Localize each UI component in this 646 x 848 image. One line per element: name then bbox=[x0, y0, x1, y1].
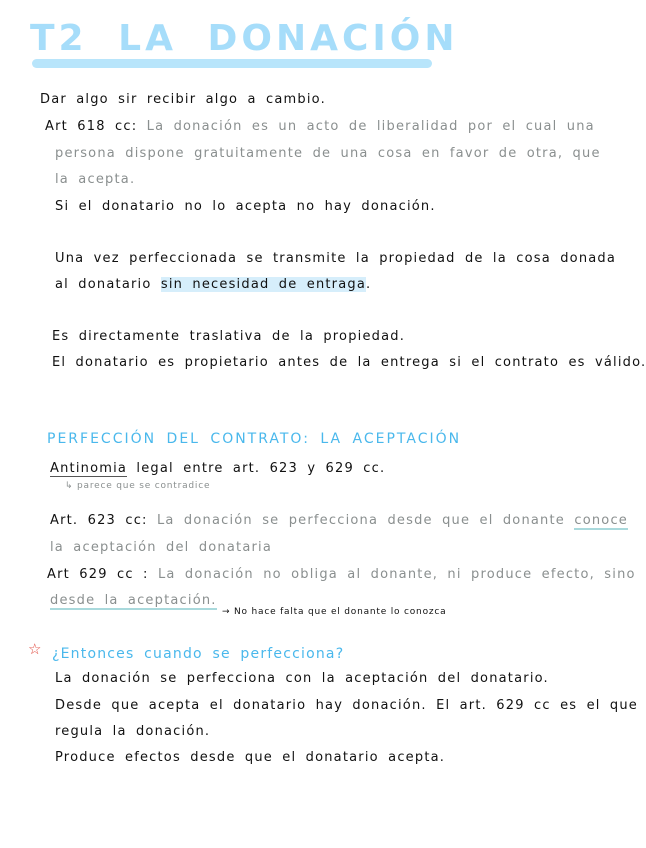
transfer-line: Es directamente traslativa de la propiedad. bbox=[52, 329, 406, 344]
art618-label: Art 618 cc: bbox=[45, 119, 138, 134]
art623-line bbox=[50, 513, 628, 528]
star-icon: ☆ bbox=[28, 640, 43, 658]
art623-label: Art. 623 cc: bbox=[50, 513, 148, 528]
underlined-word: conoce bbox=[574, 513, 628, 528]
art629-text bbox=[50, 593, 217, 608]
art629-line bbox=[47, 567, 636, 582]
answer-line: Desde que acepta el donatario hay donación. El art. 629 cc es el que bbox=[55, 698, 639, 713]
antinomia-note: ↳ parece que se contradice bbox=[65, 481, 211, 491]
antinomia-line bbox=[50, 461, 385, 476]
art629-label: Art 629 cc : bbox=[47, 567, 149, 582]
art618-text: la acepta. bbox=[55, 172, 136, 187]
answer-line: regula la donación. bbox=[55, 724, 211, 739]
intro-line: Dar algo sir recibir algo a cambio. bbox=[40, 92, 326, 107]
title-underline bbox=[32, 59, 432, 68]
answer-line: La donación se perfecciona con la aceptación del donatario. bbox=[55, 671, 549, 686]
art618-line bbox=[45, 119, 595, 134]
answer-line: Produce efectos desde que el donatario acepta. bbox=[55, 750, 446, 765]
art629-note: → No hace falta que el donante lo conozca bbox=[222, 607, 447, 617]
transfer-line: Una vez perfeccionada se transmite la propiedad de la cosa donada bbox=[55, 251, 617, 266]
section-heading: PERFECCIÓN DEL CONTRATO: LA ACEPTACIÓN bbox=[47, 431, 462, 447]
underlined-text: desde la aceptación. bbox=[50, 593, 217, 608]
note-line: Si el donatario no lo acepta no hay donación. bbox=[55, 199, 436, 214]
transfer-line bbox=[55, 277, 371, 292]
transfer-line: El donatario es propietario antes de la entrega si el contrato es válido. bbox=[52, 355, 646, 370]
page-title: T2 LA DONACIÓN bbox=[30, 18, 459, 59]
transfer-text: al donatario bbox=[55, 277, 152, 292]
art629-text: La donación no obliga al donante, ni produce efecto, sino bbox=[157, 567, 636, 582]
art618-text: persona dispone gratuitamente de una cosa en favor de otra, que bbox=[55, 146, 601, 161]
question-heading: ¿Entonces cuando se perfecciona? bbox=[52, 646, 345, 662]
antinomia-text: legal entre art. 623 y 629 cc. bbox=[136, 461, 386, 476]
antinomia-term: Antinomia bbox=[50, 461, 128, 476]
highlight-text: sin necesidad de entraga bbox=[160, 277, 367, 292]
art618-text: La donación es un acto de liberalidad por el cual una bbox=[146, 119, 595, 134]
art623-text: la aceptación del donataria bbox=[50, 540, 273, 555]
art623-text: La donación se perfecciona desde que el donante bbox=[156, 513, 565, 528]
period: . bbox=[366, 277, 372, 292]
